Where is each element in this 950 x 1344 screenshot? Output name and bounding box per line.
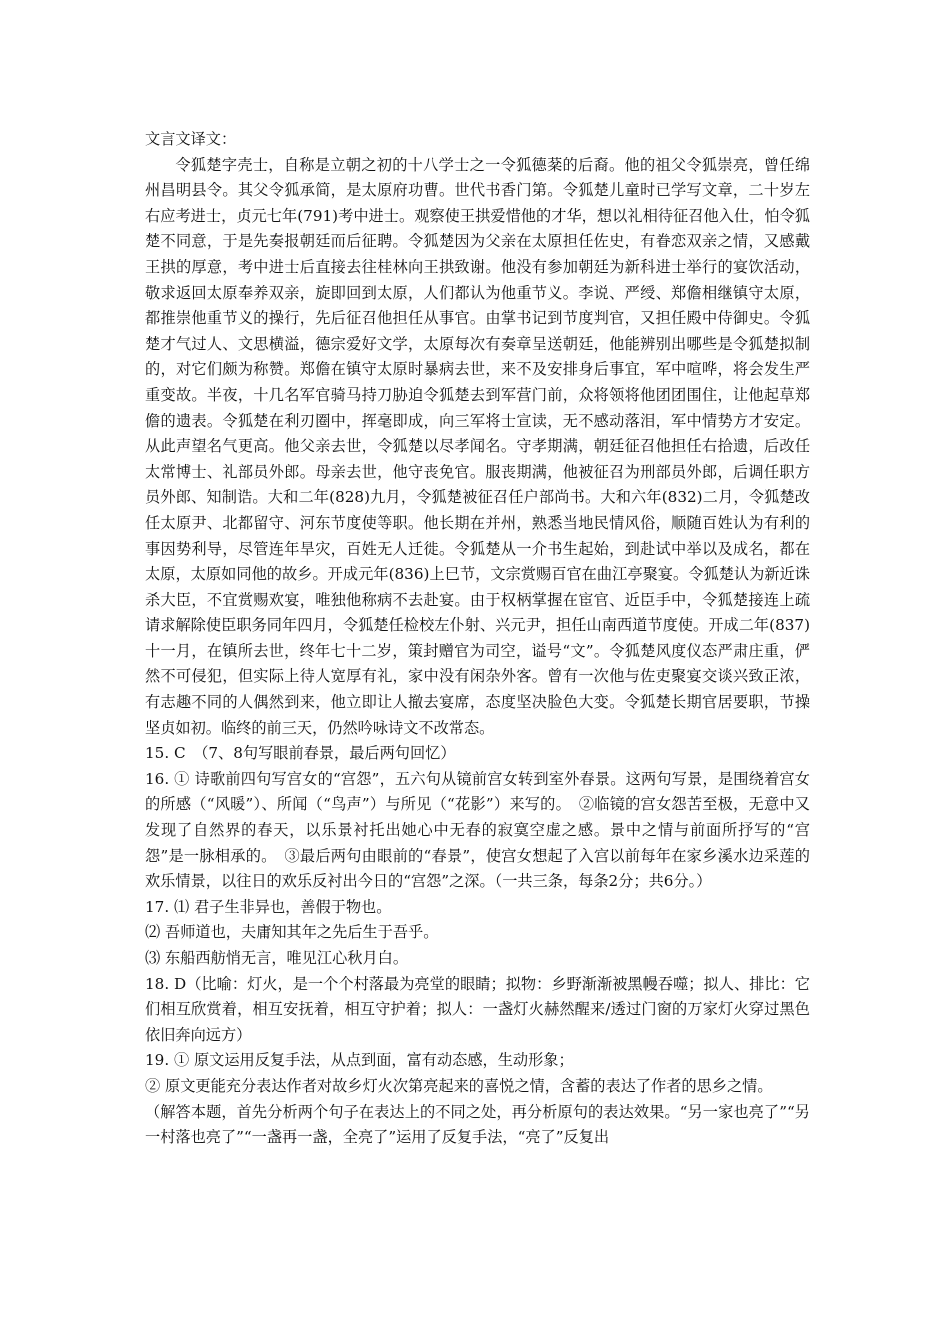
answer-16: 16. ① 诗歌前四句写宫女的“宫怨”，五六句从镜前宫女转到室外春景。这两句写景，是围绕着宫女的所感（“风暖”）、所闻（“鸟声”）与所见（“花影”）来写的。 ②临镜的宫女怨苦至极，无意中又发现了自然界的春天，以乐景衬托出她心中无春的寂寞空虚之感。景中之情与前面所抒写的“宫怨”是一脉相承的。 ③最后两句由眼前的“春景”，使宫女想起了入宫以前每年在家乡溪水边采莲的欢乐情景，以往日的欢乐反衬出今日的“宫怨”之深。（一共三条，每条2分；共6分。）: [145, 769, 810, 891]
section-heading: 文言文译文：: [145, 130, 237, 148]
answer-18: 18. D（比喻：灯火，是一个个村落最为亮堂的眼睛；拟物：乡野渐渐被黑幔吞噬；拟人、排比：它们相互欣赏着，相互安抚着，相互守护着；拟人：一盏灯火赫然醒来/透过门窗的万家灯火穿过黑色依旧奔向远方）: [145, 974, 810, 1044]
answer-15: 15. C （7、8句写眼前春景，最后两句回忆）: [145, 744, 456, 763]
answer-17-2: ⑵ 吾师道也，夫庸知其年之先后生于吾乎。: [145, 923, 439, 942]
answer-19-1: 19. ① 原文运用反复手法，从点到面，富有动态感，生动形象；: [145, 1051, 574, 1070]
translation-paragraph: 令狐楚字壳士，自称是立朝之初的十八学士之一令狐德棻的后裔。他的祖父令狐崇亮，曾任绵州昌明县令。其父令狐承简，是太原府功曹。世代书香门第。令狐楚儿童时已学写文章，二十岁左右应考进士，贞元七年(791)考中进士。观察使王拱爱惜他的才华，想以礼相待征召他入仕，怕令狐楚不同意，于是先奏报朝廷而后征聘。令狐楚因为父亲在太原担任佐史，有眷恋双亲之情，又感戴王拱的厚意，考中进士后直接去往桂林向王拱致谢。他没有参加朝廷为新科进士举行的宴饮活动，敬求返回太原奉养双亲，旋即回到太原，人们都认为他重节义。李说、严绶、郑儋相继镇守太原，都推崇他重节义的操行，先后征召他担任从事官。由掌书记到节度判官，又担任殿中侍御史。令狐楚才气过人、文思横溢，德宗爱好文学，太原每次有奏章呈送朝廷，他能辨别出哪些是令狐楚拟制的，对它们颇为称赞。郑儋在镇守太原时暴病去世，来不及安排身后事宜，军中喧哗，将会发生严重变故。半夜，十几名军官骑马持刀胁迫令狐楚去到军营门前，众将领将他团团围住，让他起草郑儋的遗表。令狐楚在利刃圈中，挥毫即成，向三军将士宣读，无不感动落泪，军中情势方才安定。从此声望名气更高。他父亲去世，令狐楚以尽孝闻名。守孝期满，朝廷征召他担任右拾遗，后改任太常博士、礼部员外郎。母亲去世，他守丧免官。服丧期满，他被征召为刑部员外郎，后调任职方员外郎、知制诰。大和二年(828)九月，令狐楚被征召任户部尚书。大和六年(832)二月，令狐楚改任太原尹、北都留守、河东节度使等职。他长期在并州，熟悉当地民情风俗，顺随百姓认为有利的事因势利导，尽管连年旱灾，百姓无人迁徙。令狐楚从一介书生起始，到赴试中举以及成名，都在太原，太原如同他的故乡。开成元年(836)上巳节，文宗赏赐百官在曲江亭聚宴。令狐楚认为新近诛杀大臣，不宜赏赐欢宴，唯独他称病不去赴宴。由于权柄掌握在宦官、近臣手中，令狐楚接连上疏请求解除使臣职务同年四月，令狐楚任检校左仆射、兴元尹，担任山南西道节度使。开成二年(837)十一月，在镇所去世，终年七十二岁，策封赠官为司空，谥号“文”。令狐楚风度仪态严肃庄重，俨然不可侵犯，但实际上待人宽厚有礼，家中没有闲杂外客。曾有一次他与佐吏聚宴交谈兴致正浓，有志趣不同的人偶然到来，他立即让人撤去宴席，态度坚决脸色大变。令狐楚长期官居要职，节操坚贞如初。临终的前三天，仍然吟咏诗文不改常态。: [145, 155, 810, 737]
answer-17-1: 17. ⑴ 君子生非异也，善假于物也。: [145, 897, 392, 916]
answer-19-3: （解答本题，首先分析两个句子在表达上的不同之处，再分析原句的表达效果。“另一家也亮了”“另一村落也亮了”“一盏再一盏，全亮了”运用了反复手法，“亮了”反复出: [145, 1102, 810, 1147]
document-page: [145, 127, 810, 1151]
answer-17-3: ⑶ 东船西舫悄无言，唯见江心秋月白。: [145, 949, 409, 967]
answer-19-2: ② 原文更能充分表达作者对故乡灯火次第亮起来的喜悦之情，含蓄的表达了作者的思乡之情。: [145, 1076, 773, 1095]
